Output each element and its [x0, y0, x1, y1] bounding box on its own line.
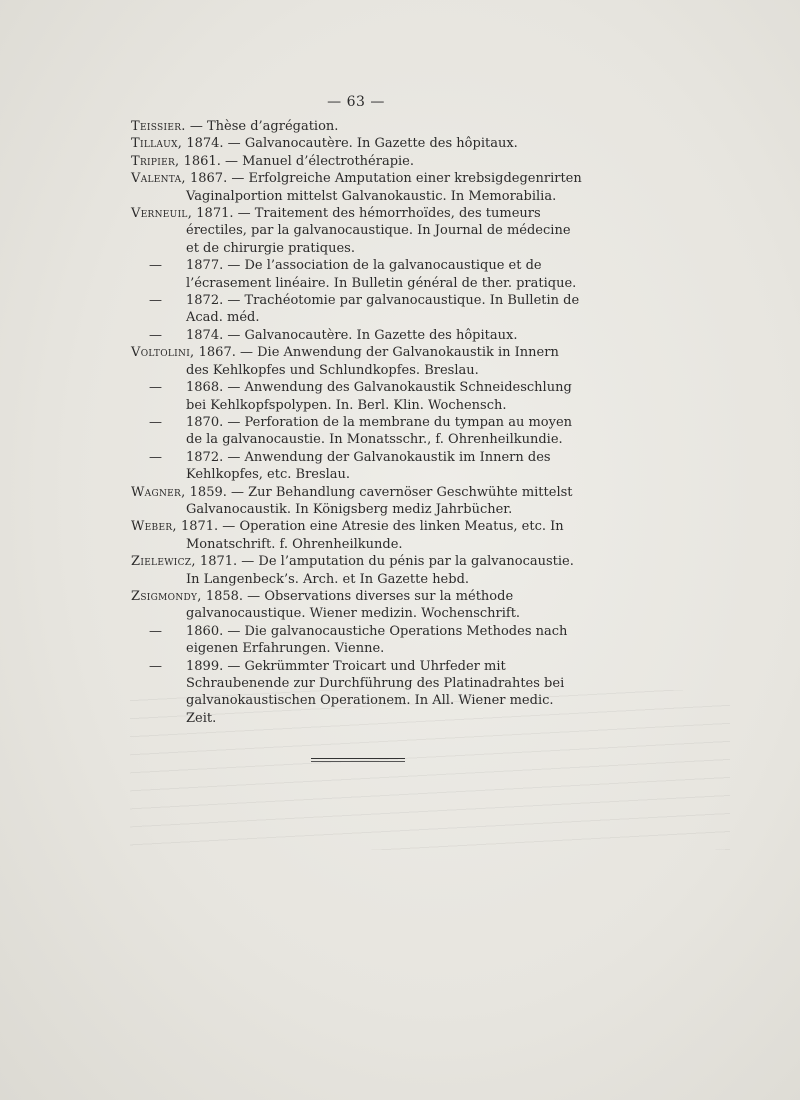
bibliography-entry	[131, 414, 583, 449]
entry-author: Tripier,	[131, 153, 180, 169]
entry-text: 1867. — Die Anwendung der Galvanokaustik in Innern des Kehlkopfes und Schlundkopfes. Breslau.	[186, 345, 559, 378]
entry-text: 1872. — Trachéotomie par galvanocaustique. In Bulletin de Acad. méd.	[186, 293, 580, 326]
entry-author: Voltolini,	[131, 345, 195, 361]
entry-author: Zielewicz,	[131, 554, 196, 570]
entry-text: — Thèse d’agrégation.	[185, 119, 339, 134]
entry-text: 1871. — Operation eine Atresie des linken Meatus, etc. In Monatschrift. f. Ohrenheilkunde.	[176, 519, 564, 552]
entry-text: 1868. — Anwendung des Galvanokaustik Schneideschlung bei Kehlkopfspolypen. In. Berl. Klin. Wochensch.	[186, 380, 572, 413]
bibliography-entry	[131, 518, 583, 553]
bibliography-entry	[131, 135, 583, 152]
entry-text: 1874. — Galvanocautère. In Gazette des hôpitaux.	[186, 327, 518, 343]
ditto-dash: —	[149, 623, 162, 639]
bibliography-entry	[131, 658, 583, 728]
bibliography-entry	[131, 257, 583, 292]
bibliography-entry	[131, 327, 583, 344]
ditto-dash: —	[149, 449, 162, 465]
ditto-dash: —	[149, 414, 162, 430]
entry-author: Zsigmondy,	[131, 588, 202, 604]
bibliography-entry	[131, 292, 583, 327]
entry-author: Teissier.	[131, 119, 186, 134]
bibliography-entry	[131, 379, 583, 414]
bibliography-entry	[131, 170, 583, 205]
entry-text: 1872. — Anwendung der Galvanokaustik im Innern des Kehlkopfes, etc. Breslau.	[186, 449, 551, 483]
entry-text: 1871. — Traitement des hémorrhoïdes, des tumeurs érectiles, par la galvanocaustique. In Journal de médecine et de chirurgie pratiques.	[186, 206, 571, 256]
entry-author: Weber,	[131, 519, 177, 535]
closing-rule	[311, 758, 405, 759]
page-number: — 63 —	[327, 94, 385, 110]
bibliography-entry	[131, 118, 583, 135]
entry-text: 1899. — Gekrümmter Troicart und Uhrfeder mit Schraubenende zur Durchführung des Platinadrahtes bei galvanokaustischen Operationem. In All. Wiener medic. Zeit.	[186, 658, 565, 726]
entry-author: Wagner,	[131, 484, 186, 500]
entry-text: 1859. — Zur Behandlung cavernöser Geschwühte mittelst Galvanocaustik. In Königsberg mediz Jahrbücher.	[185, 484, 573, 517]
entry-author: Valenta,	[131, 171, 186, 187]
entry-text: 1858. — Observations diverses sur la méthode galvanocaustique. Wiener medizin. Wochenschrift.	[186, 588, 521, 622]
bibliography-entry	[131, 588, 583, 623]
bibliography-entry	[131, 344, 583, 379]
ditto-dash: —	[149, 658, 162, 674]
entry-text: 1874. — Galvanocautère. In Gazette des hôpitaux.	[182, 136, 518, 152]
ditto-dash: —	[149, 293, 162, 309]
entry-text: 1877. — De l’association de la galvanocaustique et de l’écrasement linéaire. In Bulletin général de ther. pratique.	[186, 258, 577, 291]
entry-text: 1860. — Die galvanocaustiche Operations Methodes nach eigenen Erfahrungen. Vienne.	[186, 623, 568, 657]
entry-text: 1867. — Erfolgreiche Amputation einer krebsigdegenrirten Vaginalportion mittelst Galvanokaustic. In Memorabilia.	[185, 171, 582, 204]
ditto-dash: —	[149, 380, 162, 396]
bibliography-entry	[131, 623, 583, 658]
entry-author: Tillaux,	[131, 136, 183, 152]
entry-text: 1870. — Perforation de la membrane du tympan au moyen de la galvanocaustie. In Monatsschr., f. Ohrenheilkundie.	[186, 414, 573, 448]
bibliography-entry	[131, 205, 583, 257]
closing-rule-secondary	[311, 761, 405, 762]
bibliography-list	[131, 118, 583, 727]
entry-author: Verneuil,	[131, 206, 193, 222]
ditto-dash: —	[149, 258, 162, 274]
ditto-dash: —	[149, 327, 162, 343]
bibliography-entry	[131, 484, 583, 519]
bibliography-entry	[131, 553, 583, 588]
bibliography-entry	[131, 153, 583, 170]
bibliography-entry	[131, 449, 583, 484]
entry-text: 1861. — Manuel d’électrothérapie.	[179, 153, 415, 169]
entry-text: 1871. — De l’amputation du pénis par la galvanocaustie. In Langenbeck’s. Arch. et In Gazette hebd.	[186, 554, 574, 587]
